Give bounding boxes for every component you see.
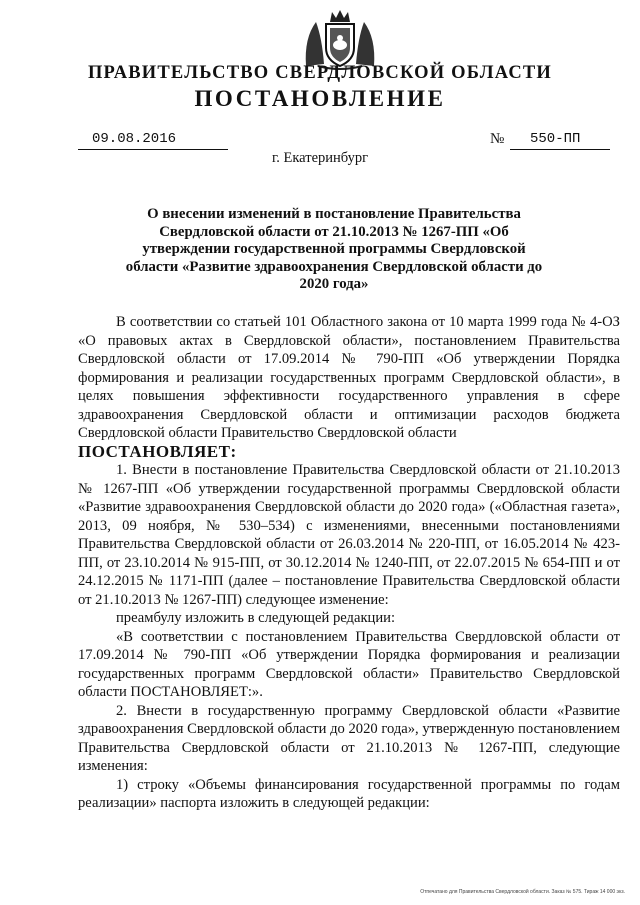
paragraph-3: «В соответствии с постановлением Правительства Свердловской области от 17.09.2014 № 790-ПП «Об утверждении Порядка формирования и реализации государственных программ Свердловской области» Правительство Свердловской области ПОСТАНОВЛЯЕТ:».: [78, 628, 620, 700]
paragraph-4: 2. Внести в государственную программу Свердловской области «Развитие здравоохранения Свердловской области до 2020 года», утвержденную постановлением Правительства Свердловской области от 21.10.2013 № 1267-ПП, следующие изменения:: [78, 702, 620, 774]
number-sign: №: [490, 131, 505, 147]
government-title: ПРАВИТЕЛЬСТВО СВЕРДЛОВСКОЙ ОБЛАСТИ: [87, 63, 553, 83]
paragraph-5: 1) строку «Объемы финансирования государственной программы по годам реализации» паспорта изложить в следующей редакции:: [78, 776, 620, 811]
document-date-field: [78, 131, 228, 150]
paragraph-2: преамбулу изложить в следующей редакции:: [116, 610, 396, 626]
document-number-field: [510, 131, 610, 150]
document-body: [78, 313, 620, 813]
print-footer: Отпечатано для Правительства Свердловской области. Заказ № 575. Тираж 14 000 экз.: [420, 889, 625, 895]
document-type: ПОСТАНОВЛЕНИЕ: [194, 86, 446, 111]
city: г. Екатеринбург: [271, 150, 369, 166]
document-number: 550-ПП: [530, 131, 581, 147]
paragraph-1: 1. Внести в постановление Правительства Свердловской области от 21.10.2013 № 1267-ПП «Об утверждении государственной программы Свердловской области «Развитие здравоохранения Свердловской области до 2020 года» («Областная газета», 2013, 09 ноября, № 530–534) с изменениями, внесенными постановлениями Правительства Свердловской области от 26.03.2014 № 220-ПП, от 16.05.2014 № 423-ПП, от 23.10.2014 № 915-ПП, от 30.12.2014 № 1240-ПП, от 22.07.2015 № 654-ПП и от 24.12.2015 № 1171-ПП (далее – постановление Правительства Свердловской области от 21.10.2013 № 1267-ПП) следующее изменение:: [78, 462, 620, 608]
document-date: 09.08.2016: [92, 131, 177, 147]
document-heading: О внесении изменений в постановление Правительства Свердловской области от 21.10.2013 № 1267-ПП «Об утверждении государственной программы Свердловской области «Развитие здравоохранения Свердловской области до 2020 года»: [125, 206, 543, 293]
coat-of-arms-icon: [300, 8, 380, 70]
preamble-paragraph: В соответствии со статьей 101 Областного закона от 10 марта 1999 года № 4-ОЗ «О правовых актах в Свердловской области», постановлением Правительства Свердловской области от 17.09.2014 № 790-ПП «Об утверждении Порядка формирования и реализации государственных программ Свердловской области», в целях повышения эффективности государственного управления в сфере здравоохранения Свердловской области и оптимизации расходов бюджета Свердловской области Правительство Свердловской области: [78, 314, 620, 441]
decree-word: ПОСТАНОВЛЯЕТ:: [78, 441, 237, 461]
